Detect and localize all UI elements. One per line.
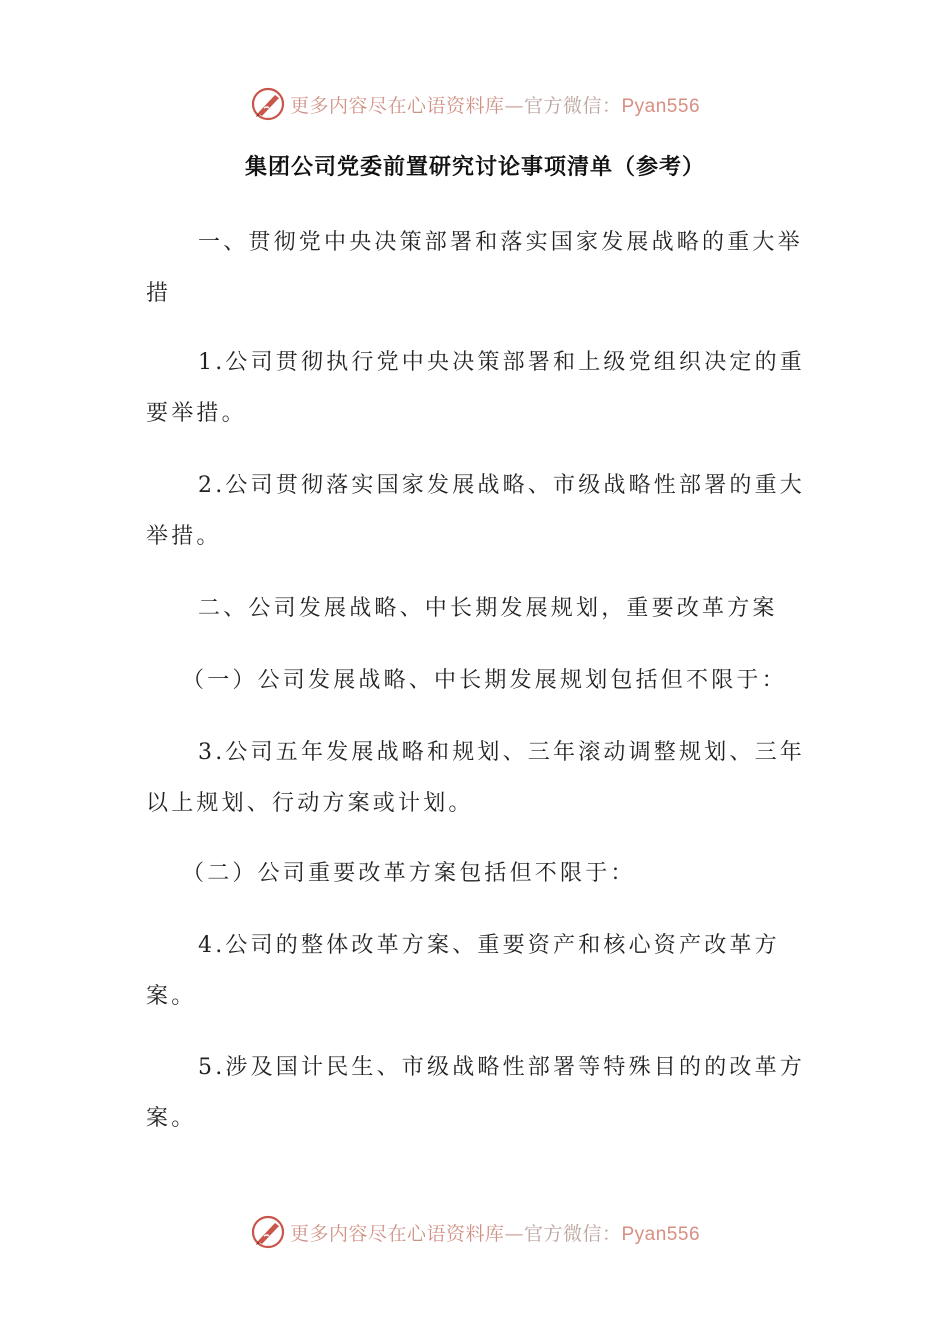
item-4: 4.公司的整体改革方案、重要资产和核心资产改革方案。 [146, 933, 780, 1009]
section-heading-2: 二、公司发展战略、中长期发展规划，重要改革方案 [198, 596, 778, 621]
watermark-wechat-label: 官方微信： [523, 94, 622, 117]
watermark-text [290, 1219, 700, 1246]
subsection-heading-2: （二）公司重要改革方案包括但不限于： [182, 861, 636, 886]
watermark-brand: 更多内容尽在心语资料库 [289, 1222, 505, 1245]
watermark-banner-top [0, 84, 950, 124]
watermark-separator: — [504, 94, 524, 117]
section-heading-1: 一、贯彻党中央决策部署和落实国家发展战略的重大举措 [146, 230, 803, 306]
item-3: 3.公司五年发展战略和规划、三年滚动调整规划、三年以上规划、行动方案或计划。 [146, 740, 805, 816]
watermark-separator: — [504, 1222, 524, 1245]
item-5: 5.涉及国计民生、市级战略性部署等特殊目的的改革方案。 [146, 1055, 805, 1131]
document-title: 集团公司党委前置研究讨论事项清单（参考） [244, 154, 705, 180]
watermark-wechat-id: Pyan556 [621, 1223, 701, 1245]
pen-logo-icon [250, 86, 286, 122]
watermark-brand: 更多内容尽在心语资料库 [289, 94, 505, 117]
watermark-wechat-label: 官方微信： [523, 1222, 622, 1245]
watermark-wechat-id: Pyan556 [621, 95, 701, 117]
item-2: 2.公司贯彻落实国家发展战略、市级战略性部署的重大举措。 [146, 473, 805, 549]
watermark-text [290, 91, 700, 118]
item-1: 1.公司贯彻执行党中央决策部署和上级党组织决定的重要举措。 [146, 350, 805, 426]
subsection-heading-1: （一）公司发展战略、中长期发展规划包括但不限于： [182, 668, 787, 693]
pen-logo-icon [250, 1214, 286, 1250]
watermark-banner-bottom [0, 1212, 950, 1252]
